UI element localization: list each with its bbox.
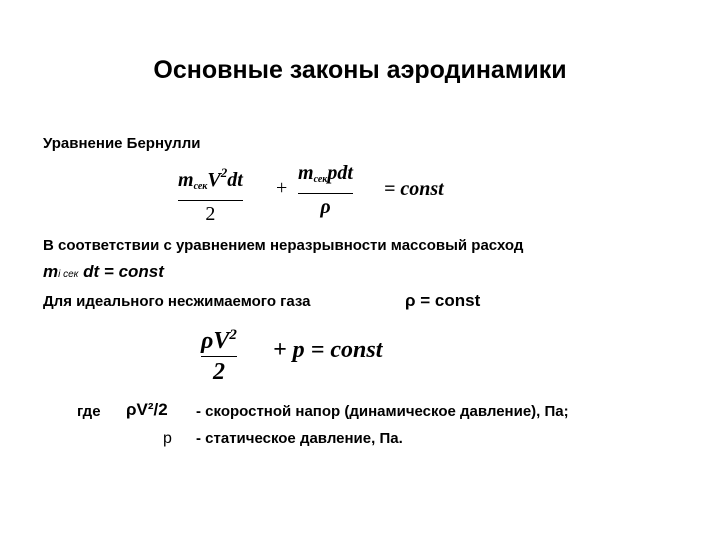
eq1-dt: dt [227, 169, 243, 191]
eq2-numerator [201, 322, 237, 354]
eq1-pdt: pdt [327, 162, 353, 184]
eq1-numerator-2 [298, 162, 353, 191]
eq2-rho: ρ [201, 328, 214, 354]
eq1-fraction-bar-1 [178, 200, 243, 201]
def1-symbol: ρV²/2 [126, 400, 168, 419]
eq2-v: V [213, 328, 230, 354]
mass-flow-m: m [43, 262, 59, 281]
eq1-fraction-bar-2 [298, 193, 353, 194]
eq1-denominator-1: 2 [205, 203, 216, 225]
eq2-rhs [273, 339, 382, 361]
eq1-m-subscript: сек [193, 181, 208, 192]
eq1-plus: + [276, 177, 288, 199]
rho-const: ρ = const [405, 291, 481, 310]
eq1-denominator-2: ρ [320, 196, 331, 218]
eq1-numerator-1 [178, 162, 243, 198]
eq1-m: m [178, 169, 194, 191]
def2-symbol: p [163, 430, 172, 447]
eq2-fraction-bar [201, 356, 237, 357]
mass-flow-equation [43, 262, 164, 282]
eq1-fraction-1 [178, 162, 243, 225]
eq1-v: V [207, 169, 221, 191]
def1-text: - скоростной напор (динамическое давление), Па; [196, 403, 569, 420]
mass-flow-subscript: i сек [58, 269, 79, 280]
eq1-equals-const: = const [384, 178, 444, 200]
eq1-exponent: 2 [220, 165, 228, 180]
ideal-gas-text: Для идеального несжимаемого газа [43, 293, 311, 310]
eq1-fraction-2 [298, 162, 353, 218]
eq2-denominator: 2 [212, 359, 225, 385]
mass-flow-rest: dt = const [78, 262, 164, 281]
continuity-text: В соответствии с уравнением неразрывности массовый расход [43, 237, 524, 254]
def2-text: - статическое давление, Па. [196, 430, 403, 447]
eq1-m2: m [298, 162, 314, 184]
where-label: где [77, 403, 101, 420]
eq2-plus-p: + p [273, 337, 305, 363]
page-title: Основные законы аэродинамики [153, 56, 567, 84]
eq2-equals-const: = const [310, 337, 383, 363]
eq2-exponent: 2 [229, 327, 237, 343]
bernoulli-label: Уравнение Бернулли [43, 135, 201, 152]
eq1-m2-subscript: сек [313, 174, 328, 185]
eq2-fraction [201, 322, 237, 385]
